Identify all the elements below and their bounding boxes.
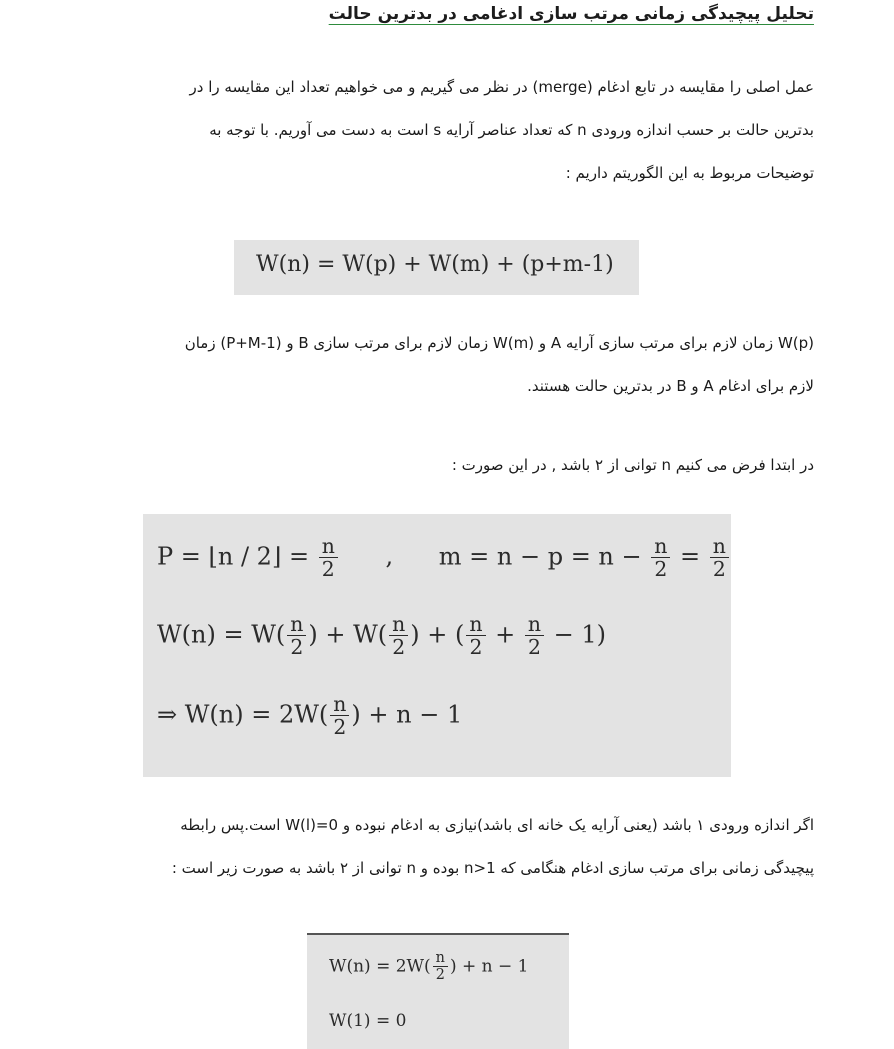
final-recurrence: W(n) = 2W( $\frac{n}{2}$ ) + n − 1 (329, 950, 529, 984)
explanation-line-2: لازم برای ادغام A و B در بدترین حالت هستند. (527, 377, 814, 395)
base-case-line-1: اگر اندازه ورودی ۱ باشد (یعنی آرایه یک خانه ای باشد)نیازی به ادغام نبوده و W(l)=0 است.پس رابطه (180, 816, 814, 834)
recurrence-equation: W(n) = W(p) + W(m) + (p+m-1) (256, 252, 614, 277)
base-case-line-2: پیچیدگی زمانی برای مرتب سازی ادغام هنگامی که n>1 بوده و n توانی از ۲ باشد به صورت زیر است : (171, 859, 814, 877)
explanation-line-1: W(p) زمان لازم برای مرتب سازی آرایه A و W(m) زمان لازم برای مرتب سازی B و (P+M-1) زمان (184, 334, 814, 352)
final-recurrence-image (307, 933, 569, 1049)
w-simplified: ⇒ W(n) = 2W( $\frac{n}{2}$ ) + n − 1 (157, 692, 463, 740)
top-rule (307, 933, 569, 935)
intro-line-2: بدترین حالت بر حسب اندازه ورودی n که تعداد عناصر آرایه s است به دست می آوریم. با توجه به (209, 121, 814, 139)
base-case-paragraph (62, 804, 814, 890)
p-m-definitions: P = ⌊n / 2⌋ = $\frac{n}{2}$ , m = n − p = n − $\frac{n}{2}$ = $\frac{n}{2}$ (157, 536, 731, 580)
page-title: تحلیل پیچیدگی زمانی مرتب سازی ادغامی در بدترین حالت (328, 4, 814, 24)
derivation-equations-image (143, 514, 731, 777)
assumption-paragraph (62, 444, 814, 487)
intro-paragraph (62, 66, 814, 195)
assumption-line: در ابتدا فرض می کنیم n توانی از ۲ باشد , در این صورت : (451, 456, 814, 474)
recurrence-equation-image (234, 240, 639, 295)
w-expansion: W(n) = W( $\frac{n}{2}$ ) + W( $\frac{n}{2}$ ) + ( $\frac{n}{2}$ + $\frac{n}{2}$ − 1) (157, 612, 607, 660)
intro-line-1: عمل اصلی را مقایسه در تابع ادغام (merge) در نظر می گیریم و می خواهیم تعداد این مقایسه را در (189, 78, 814, 96)
intro-line-3: توضیحات مربوط به این الگوریتم داریم : (565, 164, 814, 182)
explanation-paragraph (62, 322, 814, 408)
base-case-equation: W(1) = 0 (329, 1011, 407, 1031)
